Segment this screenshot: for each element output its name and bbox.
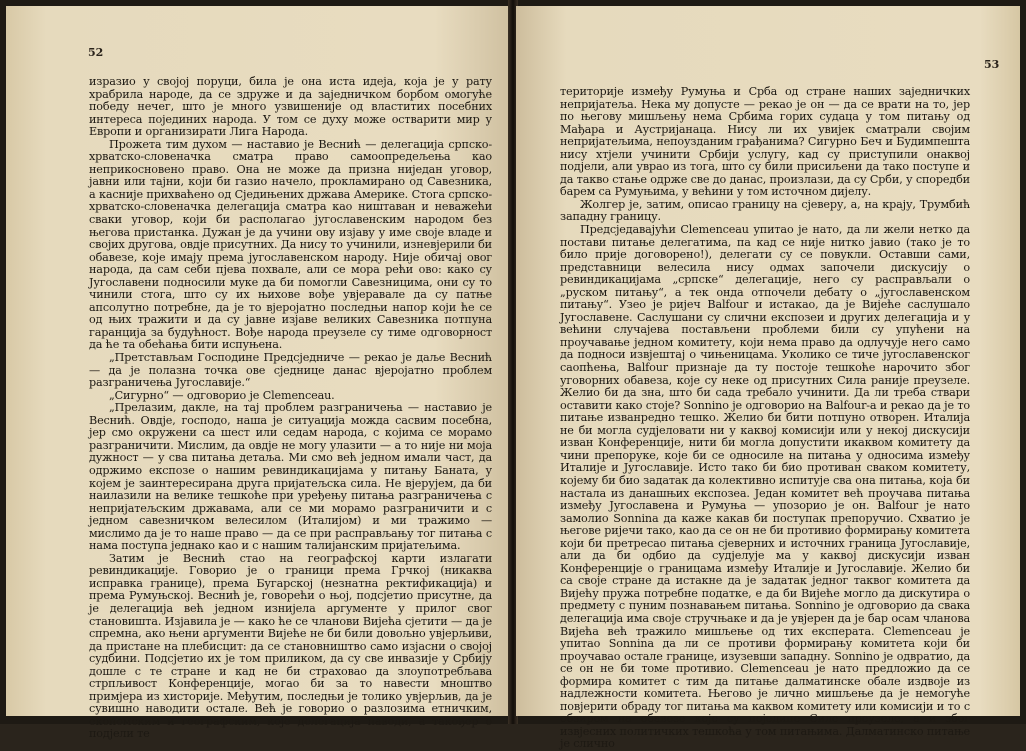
page-body <box>89 76 492 741</box>
paragraph: изразио у својој поруци, била је она иста идеја, која је у рату храбрила народе, да се здруже и да заједничком борбом омогуће победу нечег, што је много узвишеније од властитих посебних интереса појединих народа. У том се духу може остварити мир у Европи и организирати Лига Народа. <box>89 75 492 139</box>
page-number: 52 <box>88 46 104 59</box>
paragraph: Предсједавајући Clemenceau упитао је нато, да ли жели нетко да постави питање делегатима, па кад се није нитко јавио (тако је то било прије договорено!), делегати су се повукли. Оставши сами, представници велесила нису одмах започели дискусију о ревиндикацијама „српске“ делегације, него су расправљали о „руском питању“, а тек онда отпочели дебату о „југославенском питању“. Узео је ријеч Balfour и истакао, да је Вијеће саслушало Југославене. Саслушани су слични експозеи и других делегација и у већини случајева постављени проблеми били су упућени на проучавање једном комитету, који нема право да одлучује него само да подноси извјештај о чињеницама. Уколико се тиче југославенског саопћења, Balfour признаје да ту постоје тешкоће нарочито због уговорних обавеза, које су неке од присутних Сила раније преузеле. Желио би да зна, што би сада требало учинити. Да ли треба ствари оставити како стоје? Sonnino је одговорио на Balfour-а и рекао да је то питање изванредно тешко. Желио би бити потпуно отворен. Италија не би могла судјеловати ни у каквој комисији или у некој дискусији изван Конференције, нити би могла допустити икаквом комитету да чини препоруке, које би се односиле на питања у односима између Италије и Југославије. Исто тако би био противан сваком комитету, којему би био задатак да колективно испитује сва она питања, која би настала из данашњих експозеа. Један комитет већ проучава питања између Југославена и Румуња — упозорио је он. Balfour је нато замолио Sonnina да каже какав би поступак препоручио. Схватио је његове ријечи тако, као да се он не би противио формирању комитета који би претресао питања сјеверних и источних граница Југославије, али да би одбио да судјелује ма у каквој дискусији изван Конференције о границама између Италије и Југославије. Желио би са своје стране да истакне да је задатак једног таквог комитета да Вијећу пружа потребне податке, е да би Вијеће могло да дискутира о предмету с пуним познавањем питања. Sonnino је одговорио да свака делегација има своје стручњаке и да је увјерен да је бар осам чланова Вијећа већ тражило мишљење од тих експерата. Clemenceau је упитао Sonnina да ли се противи формирању комитета који би проучавао остале границе, изузевши западну. Sonnino је одвратио, да се он не би томе противио. Clemenceau је нато предложио да се формира комитет с тим да питање далматинске обале издвоје из надлежности комитета. Његово је лично мишљење да је немогуће повјерити обраду тог питања ма каквом комитету или комисији и то с обзиром на обавезе које су поједине Силе преузеле, а и због извјесних политичких тешкоћа у том питањима. Далматинско питање је слично <box>560 223 970 751</box>
paragraph: „Претстављам Господине Предсједниче — рекао је даље Веснић — да је полазна точка ове сједнице данас вјеројатно проблем разграничења Југославије.“ <box>89 351 492 390</box>
paragraph: Прожета тим духом — наставио је Веснић — делегација српско-хрватско-словеначка сматра право самоопредељења као неприкосновено право. Она не може да призна ниједан уговор, јавни или тајни, који би газио начело, прокламирано од Савезника, а касније прихваћено од Сједињених држава Америке. Стога српско-хрватско-словеначка делегација сматра као ништаван и неважећи сваки уговор, који би располагао југославенским народом без његова пристанка. Дужан је да учини ову изјаву у име своје владе и својих другова, овдје присутних. Да нису то учинили, изневјерили би обавезе, које имају према југославенском народу. Није обичај овог народа, да сам себи пјева похвале, али се мора рећи ово: како су Југославени подносили муке да би помогли Савезницима, они су то чинили стога, што су их њихове вође увјеравале да су патње апсолутно потребне, да је то вјеројатно последњи напор који ће се од њих тражити и да су јавне изјаве великих Савезника потпуна гаранција за будућност. Вође народа преузеле су тиме одговорност да ће та обећања бити испуњена. <box>89 137 492 352</box>
page-body <box>560 86 970 751</box>
page-number: 53 <box>984 58 1000 71</box>
paragraph: „Сигурно“ — одговорио је Clemenceau. <box>109 388 335 402</box>
paragraph: „Прелазим, дакле, на тај проблем разграничења — наставио је Веснић. Овдје, господо, наша је ситуација можда сасвим посебна, јер смо окружени са шест или седам народа, с којима се морамо разграничити. Мислим, да овдје не могу улазити — а то није ни моја дужност — у сва питања детаља. Ми смо већ једном имали част, да одржимо експозе о нашим ревиндикацијама у питању Баната, у којем је заинтересирана друга пријатељска сила. Не вјерујем, да би наилазили на велике тешкоће при уређењу питања разграничења с непријатељским државама, али се ми морамо разграничити и с једном савезничком велесилом (Италијом) и ми тражимо — мислимо да је то наше право — да се при расправљању тог питања с нама поступа једнако као и с нашим талијанским пријатељима. <box>89 401 492 553</box>
paragraph: територије између Румуња и Срба од стране наших заједничких непријатеља. Нека му допусте — рекао је он — да се врати на то, јер по његову мишљењу нема Србима горих судаца у том питању од Мађара и Аустријанаца. Нису ли их увијек сматрали својим непријатељима, непоузданим грађанима? Сигурно Беч и Будимпешта нису хтјели учинити Србији услугу, кад су приступили онаквој подјели, али уврао из тога, што су били присиљени да тако поступе и да такво стање одрже све до данас, произлази, да су Срби, у споредби барем са Румуњима, у већини у том источном дијелу. <box>560 85 970 199</box>
paragraph: Жолгер је, затим, описао границу на сјеверу, а, на крају, Трумбић западну границу. <box>560 197 970 224</box>
right-page <box>516 6 1020 751</box>
left-page <box>6 6 510 741</box>
paragraph: Затим је Веснић стао на географској карти излагати ревиндикације. Говорио је о граници према Грчкој (никаква исправка границе), према Бугарској (незнатна ректификација) и према Румуњској. Веснић је, говорећи о њој, подсјетио присутне, да је делегација већ једном изнијела аргументе у прилог свог становишта. Изјавила је — како ће се чланови Вијећа сјетити — да је спремна, ако њени аргументи Вијеће не би били довољно увјерљиви, да пристане на плебисцит: да се становништво само изјасни о својој судбини. Подсјетио их је том приликом, да су све инвазије у Србију дошле с те стране и кад не би страховао да злоупотребљава стрпљивост Конференције, могао би за то навести мноштво примјера из хисторије. Међутим, последњи је толико увјерљив, да је сувишно наводити остале. Већ је говорио о разлозима етничким, економским и географским, које делегација наводи, а такођер о подјели те <box>89 551 492 741</box>
